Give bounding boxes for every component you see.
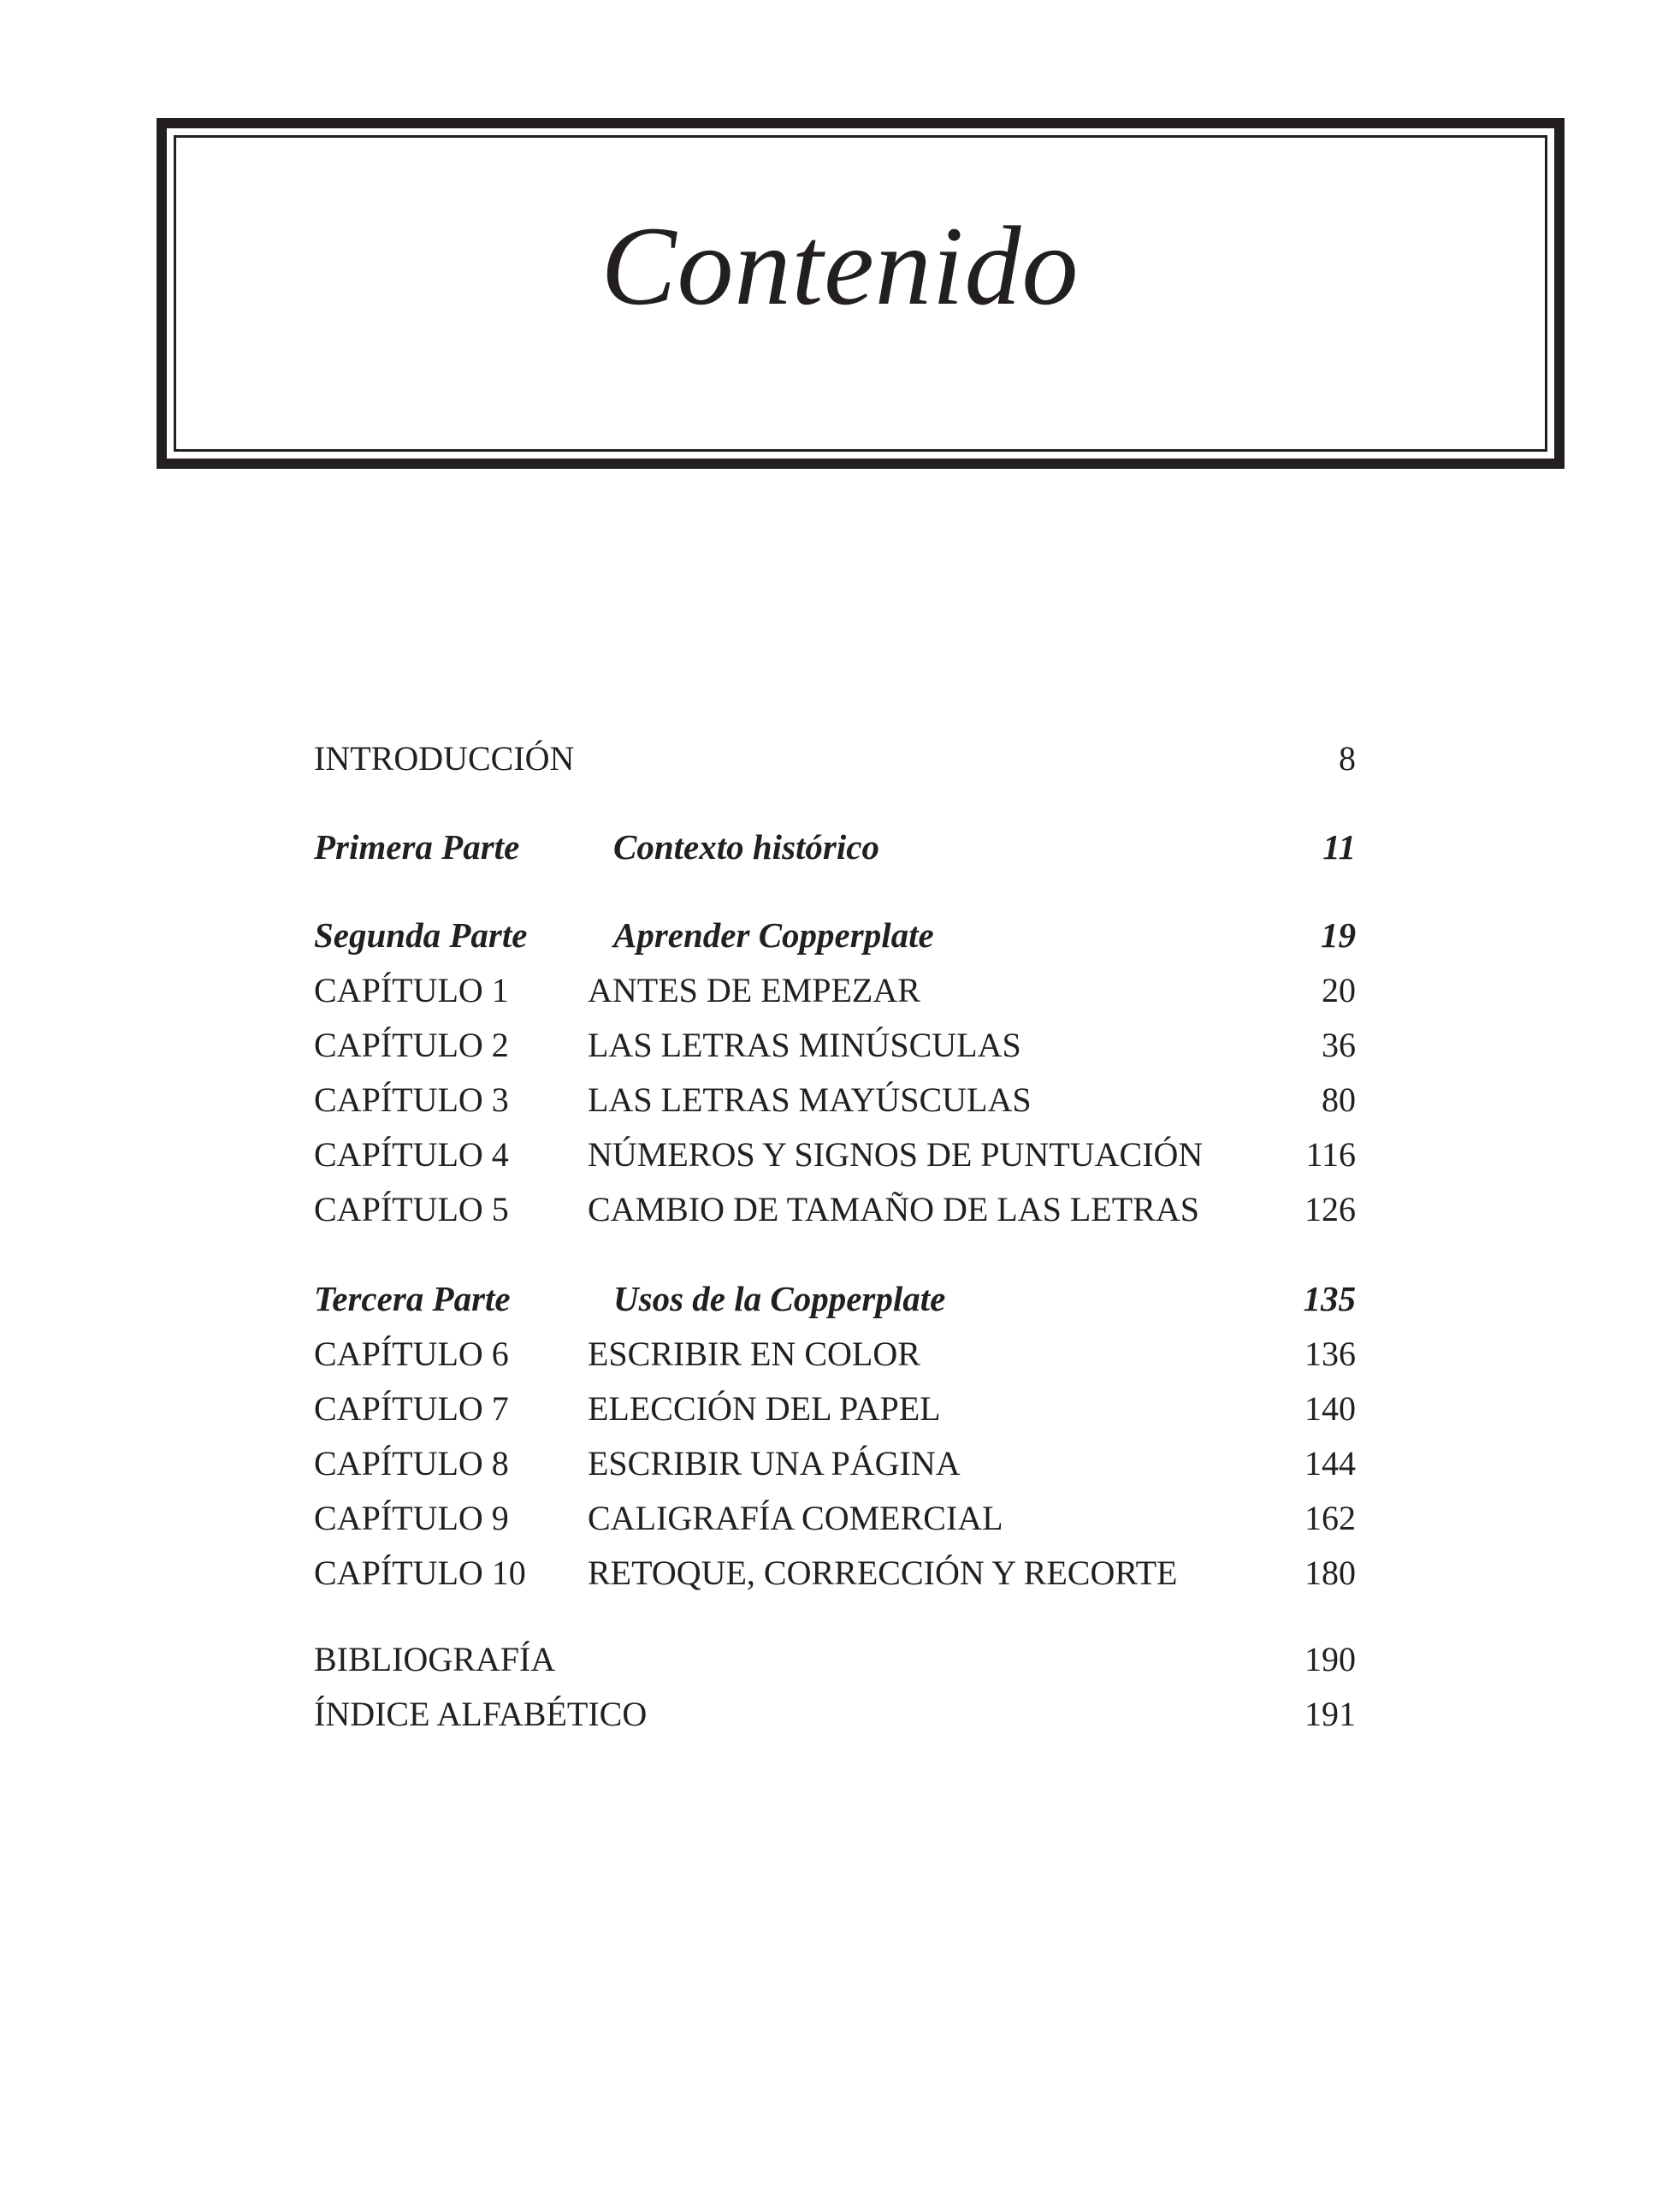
toc-entry-page: 8 (1339, 739, 1356, 778)
toc-chapter-label: CAPÍTULO 3 (314, 1080, 509, 1119)
toc-entry-introduccion[interactable] (314, 731, 1356, 786)
toc-chapter-title: ESCRIBIR EN COLOR (588, 1335, 920, 1373)
toc-chapter-title: CALIGRAFÍA COMERCIAL (588, 1499, 1003, 1537)
toc-entry-label: BIBLIOGRAFÍA (314, 1640, 556, 1678)
toc-part-page: 135 (1303, 1279, 1356, 1318)
toc-part-label: Segunda Parte (314, 915, 528, 955)
toc-chapter-title: ANTES DE EMPEZAR (588, 971, 920, 1009)
toc-chapter-label: CAPÍTULO 2 (314, 1026, 509, 1064)
toc-chapter-label: CAPÍTULO 8 (314, 1444, 509, 1483)
toc-chapter-page: 126 (1304, 1190, 1356, 1228)
toc-chapter-page: 136 (1304, 1335, 1356, 1373)
toc-chapter-title: LAS LETRAS MAYÚSCULAS (588, 1080, 1032, 1119)
toc-chapter-page: 180 (1304, 1554, 1356, 1592)
toc-chapter-6[interactable] (314, 1327, 1356, 1382)
toc-chapter-title: LAS LETRAS MINÚSCULAS (588, 1026, 1021, 1064)
toc-chapter-3[interactable] (314, 1073, 1356, 1128)
toc-part-page: 11 (1322, 827, 1356, 867)
toc-chapter-page: 36 (1322, 1026, 1356, 1064)
toc-chapter-page: 116 (1305, 1135, 1356, 1174)
toc-chapter-page: 140 (1304, 1389, 1356, 1428)
toc-chapter-label: CAPÍTULO 6 (314, 1335, 509, 1373)
toc-entry-label: ÍNDICE ALFABÉTICO (314, 1695, 648, 1733)
toc-chapter-7[interactable] (314, 1382, 1356, 1436)
toc-entry-bibliografia[interactable] (314, 1632, 1356, 1687)
toc-chapter-8[interactable] (314, 1436, 1356, 1491)
toc-chapter-label: CAPÍTULO 4 (314, 1135, 509, 1174)
toc-chapter-title: ELECCIÓN DEL PAPEL (588, 1389, 941, 1428)
toc-chapter-page: 20 (1322, 971, 1356, 1009)
toc-chapter-page: 162 (1304, 1499, 1356, 1537)
toc-entry-label: INTRODUCCIÓN (314, 739, 575, 778)
toc-chapter-title: RETOQUE, CORRECCIÓN Y RECORTE (588, 1554, 1178, 1592)
toc-part-primera[interactable] (314, 820, 1356, 874)
toc-part-title: Contexto histórico (613, 827, 879, 867)
toc-chapter-title: ESCRIBIR UNA PÁGINA (588, 1444, 961, 1483)
toc-chapter-2[interactable] (314, 1018, 1356, 1073)
toc-chapter-label: CAPÍTULO 5 (314, 1190, 509, 1228)
toc-chapter-page: 144 (1304, 1444, 1356, 1483)
toc-chapter-5[interactable] (314, 1182, 1356, 1237)
toc-entry-page: 190 (1304, 1640, 1356, 1678)
toc-part-tercera[interactable] (314, 1271, 1356, 1326)
toc-chapter-label: CAPÍTULO 7 (314, 1389, 509, 1428)
toc-chapter-page: 80 (1322, 1080, 1356, 1119)
page-title: Contenido (600, 203, 1080, 328)
toc-chapter-title: CAMBIO DE TAMAÑO DE LAS LETRAS (588, 1190, 1199, 1228)
toc-chapter-9[interactable] (314, 1491, 1356, 1546)
toc-entry-page: 191 (1304, 1695, 1356, 1733)
toc-chapter-10[interactable] (314, 1546, 1356, 1601)
toc-part-segunda[interactable] (314, 908, 1356, 962)
toc-part-title: Aprender Copperplate (613, 915, 934, 955)
toc-part-label: Primera Parte (314, 827, 520, 867)
toc-entry-indice[interactable] (314, 1687, 1356, 1742)
table-of-contents (314, 0, 1356, 2190)
toc-chapter-1[interactable] (314, 963, 1356, 1018)
toc-part-label: Tercera Parte (314, 1279, 511, 1318)
toc-chapter-label: CAPÍTULO 10 (314, 1554, 526, 1592)
toc-chapter-label: CAPÍTULO 9 (314, 1499, 509, 1537)
toc-chapter-4[interactable] (314, 1128, 1356, 1182)
toc-part-page: 19 (1321, 915, 1356, 955)
toc-part-title: Usos de la Copperplate (613, 1279, 946, 1318)
toc-chapter-label: CAPÍTULO 1 (314, 971, 509, 1009)
toc-chapter-title: NÚMEROS Y SIGNOS DE PUNTUACIÓN (588, 1135, 1204, 1174)
